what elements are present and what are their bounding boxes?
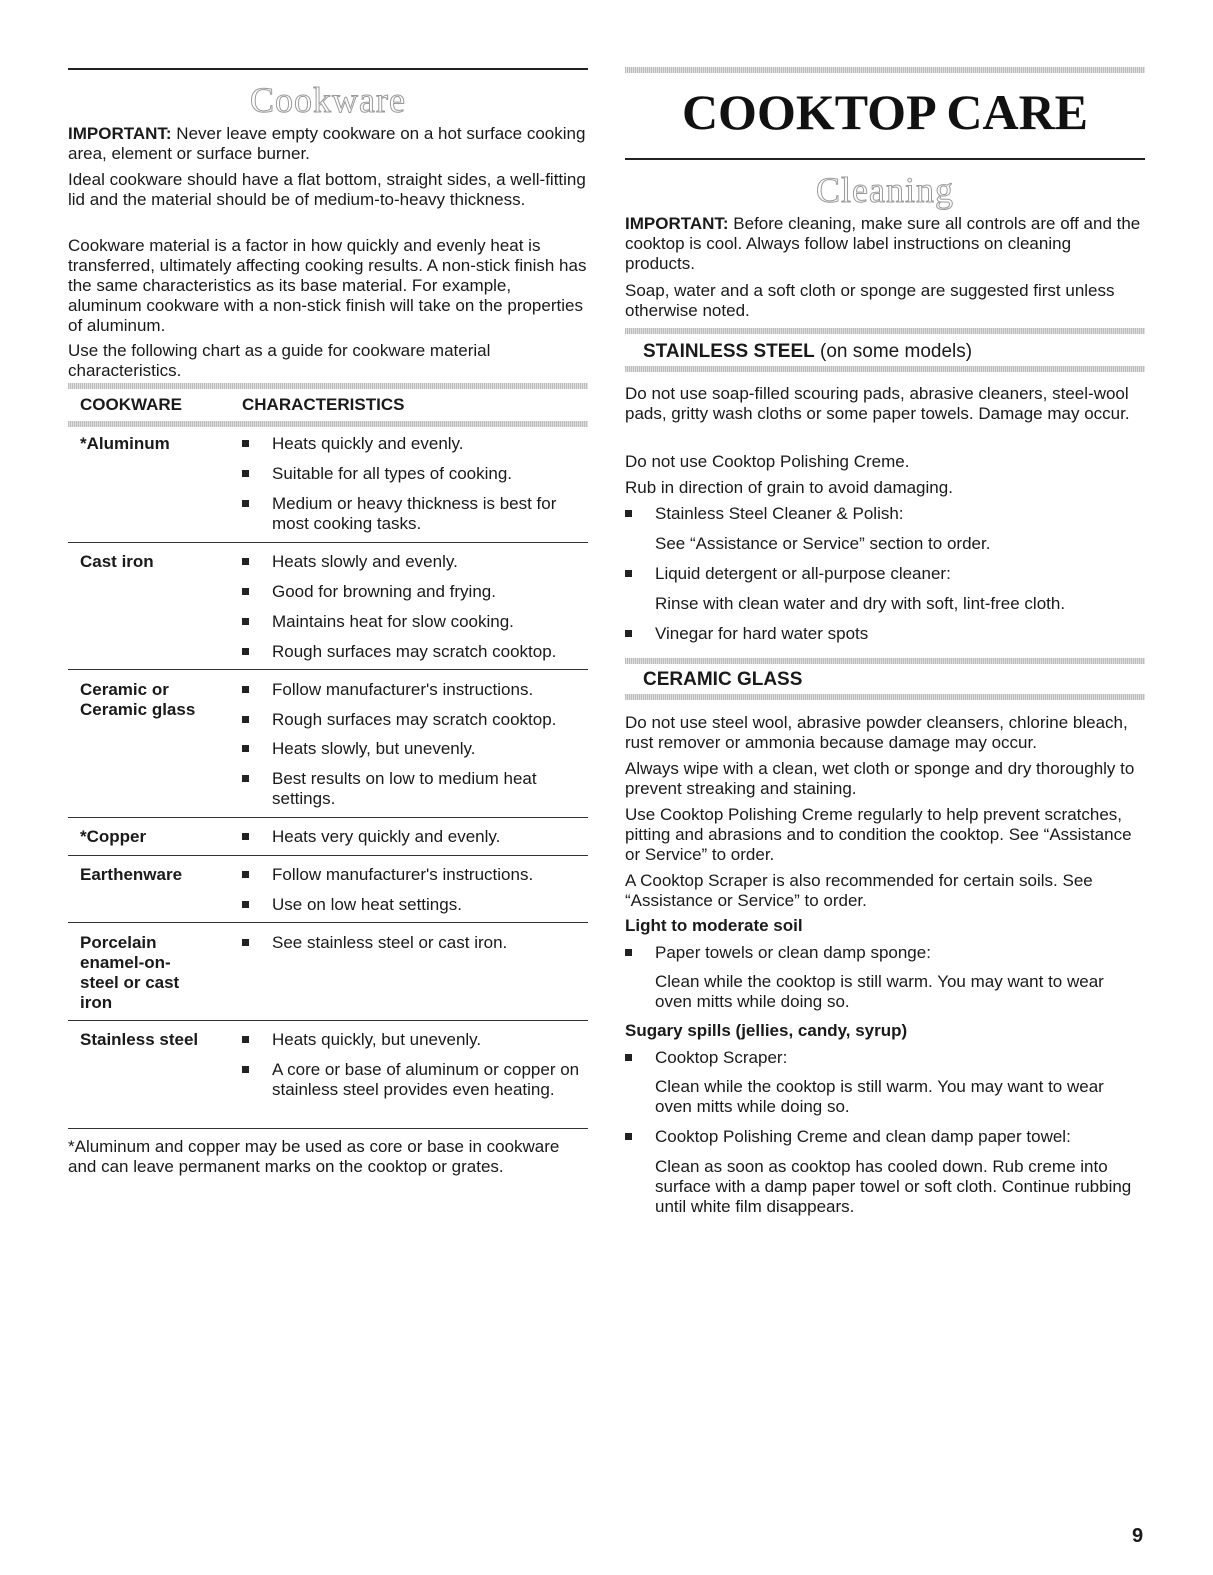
table-row-name: Ceramic or Ceramic glass [80, 680, 196, 719]
table-header-cookware: COOKWARE [80, 395, 182, 414]
bullet-icon [242, 1036, 249, 1043]
bullet-icon [242, 440, 249, 447]
ceramic-header-bottom-rule [625, 694, 1145, 700]
bullet-icon [242, 716, 249, 723]
bullet-icon [625, 630, 632, 637]
list-item-detail: Clean while the cooktop is still warm. You may want to wear oven mitts while doing so. [655, 1077, 1104, 1116]
table-row-name: *Copper [80, 827, 147, 846]
table-row-name: Stainless steel [80, 1030, 199, 1049]
table-top-rule [68, 383, 588, 389]
bullet-icon [625, 1133, 632, 1140]
title-rule [625, 158, 1145, 160]
important-text: Never leave empty cookware on a hot surface cooking area, element or surface burner. [68, 124, 586, 163]
bullet-icon [625, 510, 632, 517]
table-row-divider [68, 669, 588, 670]
bullet-icon [625, 1054, 632, 1061]
paragraph: Do not use steel wool, abrasive powder cleansers, chlorine bleach, rust remover or ammonia because damage may occur. [625, 713, 1128, 752]
list-item-detail: Rinse with clean water and dry with soft, lint-free cloth. [655, 594, 1066, 613]
important-label: IMPORTANT: [625, 214, 729, 233]
bullet-icon [242, 588, 249, 595]
bullet-icon [242, 500, 249, 507]
table-header-characteristics: CHARACTERISTICS [242, 395, 405, 414]
important-note [625, 214, 1145, 274]
sugary-spills-heading: Sugary spills (jellies, candy, syrup) [625, 1021, 908, 1040]
list-item-detail: Clean while the cooktop is still warm. You may want to wear oven mitts while doing so. [655, 972, 1104, 1011]
table-row-name: *Aluminum [80, 434, 170, 453]
bullet-icon [242, 1066, 249, 1073]
list-item-detail: See “Assistance or Service” section to order. [655, 534, 991, 553]
table-row-divider [68, 542, 588, 543]
bullet-icon [242, 775, 249, 782]
bullet-icon [242, 939, 249, 946]
important-note [68, 124, 588, 164]
table-row-name: Cast iron [80, 552, 154, 571]
table-row-name: Earthenware [80, 865, 183, 884]
important-text: Before cleaning, make sure all controls are off and the cooktop is cool. Always follow label instructions on cleaning products. [625, 214, 1141, 273]
page-number: 9 [1132, 1525, 1144, 1547]
footnote: *Aluminum and copper may be used as core or base in cookware and can leave permanent marks on the cooktop or grates. [68, 1137, 560, 1176]
paragraph: Rub in direction of grain to avoid damaging. [625, 478, 953, 497]
light-soil-heading: Light to moderate soil [625, 916, 803, 935]
bullet-icon [242, 871, 249, 878]
bullet-icon [242, 745, 249, 752]
table-row-divider [68, 817, 588, 818]
bullet-icon [625, 570, 632, 577]
top-rule [68, 68, 588, 70]
paragraph: Do not use soap-filled scouring pads, abrasive cleaners, steel-wool pads, gritty wash cloths or some paper towels. Damage may occur. [625, 384, 1130, 423]
table-bottom-rule [68, 1128, 588, 1129]
table-row-divider [68, 1020, 588, 1021]
bullet-icon [242, 686, 249, 693]
ceramic-glass-heading: CERAMIC GLASS [643, 669, 803, 690]
stainless-header-top-rule [625, 328, 1145, 334]
bullet-icon [242, 648, 249, 655]
bullet-icon [242, 558, 249, 565]
list-item-detail: Clean as soon as cooktop has cooled down. Rub creme into surface with a damp paper towel or soft cloth. Continue rubbing until white film disappears. [655, 1157, 1132, 1216]
stainless-header-bottom-rule [625, 366, 1145, 372]
important-label: IMPORTANT: [68, 124, 172, 143]
paragraph: Always wipe with a clean, wet cloth or sponge and dry thoroughly to prevent streaking and staining. [625, 759, 1135, 798]
stainless-steel-heading: STAINLESS STEEL (on some models) [643, 341, 973, 362]
bullet-icon [242, 833, 249, 840]
paragraph-material-factor: Cookware material is a factor in how quickly and evenly heat is transferred, ultimately affecting cooking results. A non-stick finish has the same characteristics as its base material. For example, aluminum cookware with a non-stick finish will take on the properties of aluminum. [68, 236, 587, 335]
paragraph: Do not use Cooktop Polishing Creme. [625, 452, 910, 471]
paragraph: Use Cooktop Polishing Creme regularly to help prevent scratches, pitting and abrasions and to condition the cooktop. See “Assistance or Service” to order. [625, 805, 1132, 864]
paragraph-soap-water: Soap, water and a soft cloth or sponge are suggested first unless otherwise noted. [625, 281, 1115, 320]
table-header-rule [68, 421, 588, 427]
section-title-cookware: Cookware [250, 80, 406, 120]
bullet-icon [242, 901, 249, 908]
paragraph-ideal-cookware: Ideal cookware should have a flat bottom, straight sides, a well-fitting lid and the material should be of medium-to-heavy thickness. [68, 170, 586, 209]
bullet-icon [242, 470, 249, 477]
ceramic-header-top-rule [625, 658, 1145, 664]
page-title: COOKTOP CARE [681, 84, 1089, 140]
table-row-divider [68, 855, 588, 856]
top-rule [625, 67, 1145, 73]
bullet-icon [242, 618, 249, 625]
section-title-cleaning: Cleaning [816, 170, 954, 210]
paragraph-use-chart: Use the following chart as a guide for cookware material characteristics. [68, 341, 491, 380]
table-row-divider [68, 922, 588, 923]
paragraph: A Cooktop Scraper is also recommended for certain soils. See “Assistance or Service” to order. [625, 871, 1093, 910]
table-row-name: Porcelain enamel-on-steel or cast iron [80, 933, 180, 1012]
bullet-icon [625, 949, 632, 956]
